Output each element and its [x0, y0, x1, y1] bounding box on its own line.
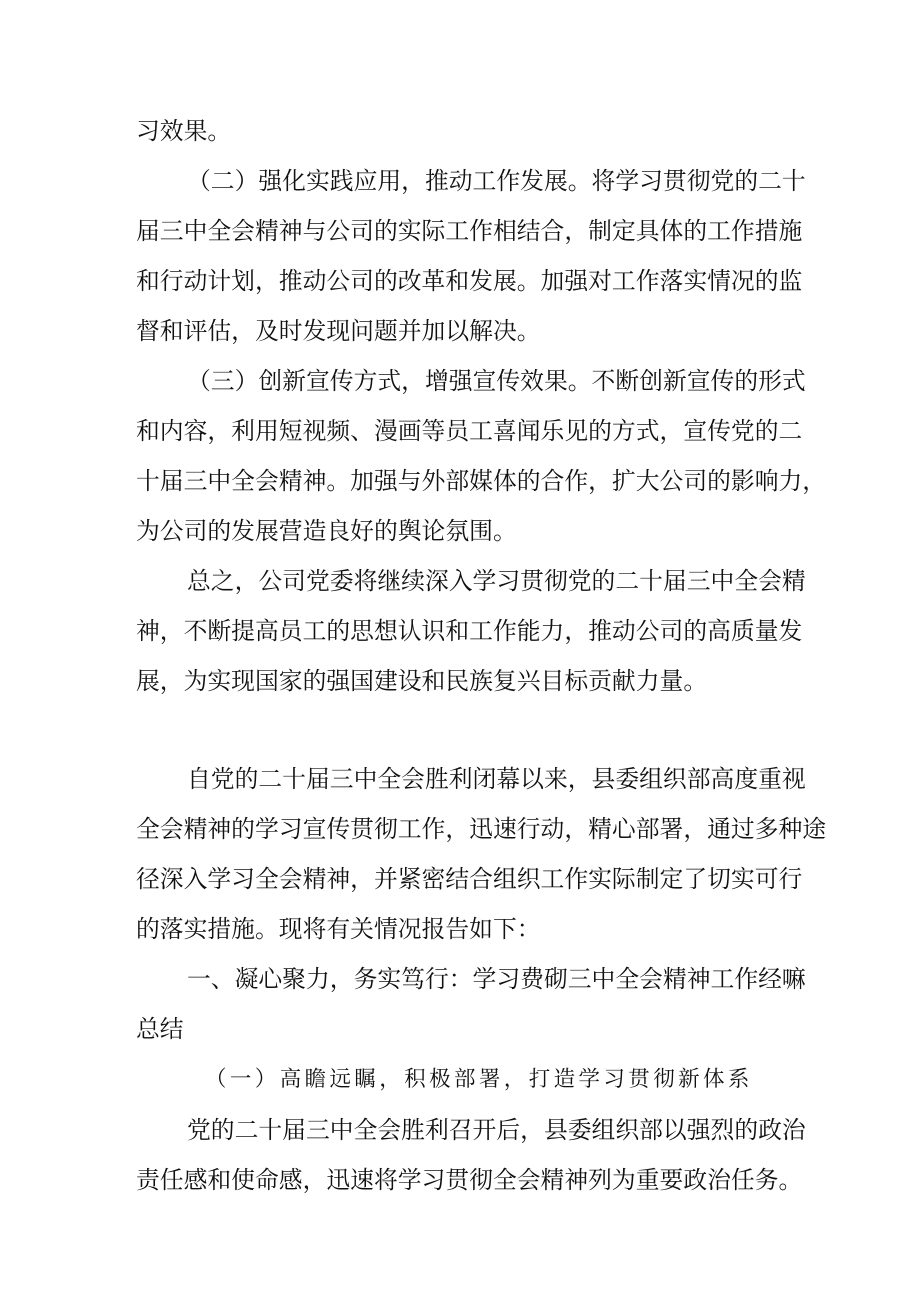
text-line-14: 全会精神的学习宣传贯彻工作，迅速行动，精心部署，通过多种途 [136, 815, 827, 843]
text-line-6: （三）创新宣传方式，增强宣传效果。不断创新宣传的形式 [187, 367, 806, 395]
text-line-12: 展，为实现国家的强国建设和民族复兴目标贡献力量。 [136, 667, 708, 695]
text-line-3: 届三中全会精神与公司的实际工作相结合，制定具体的工作措施 [136, 217, 803, 245]
text-line-8: 十届三中全会精神。加强与外部媒体的合作，扩大公司的影响力， [136, 467, 827, 495]
text-line-18: 总结 [136, 1015, 184, 1043]
text-line-4: 和行动计划，推动公司的改革和发展。加强对工作落实情况的监 [136, 267, 803, 295]
text-line-5: 督和评估，及时发现问题并加以解决。 [136, 317, 541, 345]
text-line-20: 党的二十届三中全会胜利召开后，县委组织部以强烈的政治 [187, 1116, 806, 1144]
text-line-16: 的落实措施。现将有关情况报告如下： [136, 915, 541, 943]
text-line-1: 习效果。 [136, 117, 232, 145]
text-line-2: （二）强化实践应用，推动工作发展。将学习贯彻党的二十 [187, 167, 806, 195]
text-line-17: 一、凝心聚力，务实笃行：学习费砌三中全会精神工作经嘛 [187, 965, 806, 993]
text-line-15: 径深入学习全会精神，并紧密结合组织工作实际制定了切实可行 [136, 865, 803, 893]
text-line-9: 为公司的发展营造良好的舆论氛围。 [136, 517, 517, 545]
section-heading: （一）高瞻远瞩，积极部署，打造学习贯彻新体系 [205, 1067, 753, 1092]
text-line-21: 责任感和使命感，迅速将学习贯彻全会精神列为重要政治任务。 [136, 1166, 803, 1194]
text-line-13: 自党的二十届三中全会胜利闭幕以来，县委组织部高度重视 [187, 765, 806, 793]
text-line-7: 和内容，利用短视频、漫画等员工喜闻乐见的方式，宣传党的二 [136, 417, 803, 445]
text-line-10: 总之，公司党委将继续深入学习贯彻党的二十届三中全会精 [187, 567, 806, 595]
text-line-11: 神，不断提高员工的思想认识和工作能力，推动公司的高质量发 [136, 617, 803, 645]
